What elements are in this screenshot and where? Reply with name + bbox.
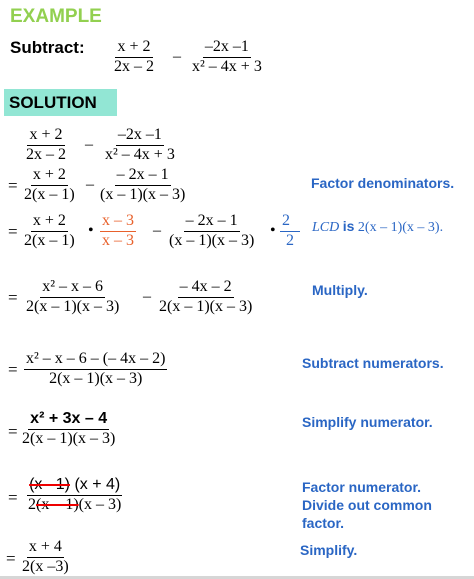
numerator: – 4x – 2 xyxy=(178,279,234,298)
denominator xyxy=(26,496,123,514)
minus-operator: – xyxy=(85,136,93,153)
note-subtract-numerators: Subtract numerators. xyxy=(302,355,444,371)
solution-label: SOLUTION xyxy=(9,93,97,112)
denominator: 2(x – 1)(x – 3) xyxy=(49,369,143,387)
cancelled-factor: (x –1) xyxy=(29,476,70,493)
numerator: – 2x – 1 xyxy=(115,167,171,186)
lcd-value: 2(x – 1)(x – 3). xyxy=(357,220,444,235)
step2-multiplier-fraction xyxy=(100,213,136,250)
step0-fraction-1 xyxy=(24,127,68,164)
equals-sign: = xyxy=(8,422,18,441)
multiply-dot: • xyxy=(88,222,94,239)
lcd-label: LCD xyxy=(312,220,340,235)
step3-fraction-1 xyxy=(24,279,121,316)
equals-sign: = xyxy=(8,360,18,379)
equals-sign: = xyxy=(8,222,18,241)
note-factor-denominators: Factor denominators. xyxy=(311,175,455,191)
problem-fraction-2 xyxy=(190,39,264,76)
note-simplify-numerator: Simplify numerator. xyxy=(302,414,433,430)
step1-fraction-1 xyxy=(22,167,77,204)
numerator: x + 4 xyxy=(27,539,64,558)
step2-fraction-1 xyxy=(22,213,77,250)
numerator: x² – x – 6 – (– 4x – 2) xyxy=(24,351,167,370)
multiply-dot: • xyxy=(270,222,276,239)
step3-fraction-2 xyxy=(157,279,254,316)
denominator: 2(x – 1) xyxy=(24,185,75,203)
denominator: 2x – 2 xyxy=(114,57,154,75)
numerator: – 2x – 1 xyxy=(184,213,240,232)
denominator: 2(x – 1) xyxy=(24,231,75,249)
denominator: (x – 1)(x – 3) xyxy=(169,231,255,249)
step0-fraction-2 xyxy=(103,127,177,164)
note-factor-divide xyxy=(302,478,432,532)
numerator: x² – x – 6 xyxy=(40,279,105,298)
minus-operator: – xyxy=(173,48,181,65)
step1-fraction-2 xyxy=(98,167,187,204)
numerator xyxy=(27,477,122,496)
denominator: 2x – 2 xyxy=(26,145,66,163)
denominator: 2(x –3) xyxy=(22,557,69,575)
numerator: x + 2 xyxy=(27,127,64,146)
step7-fraction xyxy=(20,539,71,576)
step2-fraction-2 xyxy=(167,213,256,250)
example-title: EXAMPLE xyxy=(10,6,102,27)
denominator: x² – 4x + 3 xyxy=(192,57,262,75)
step4-fraction xyxy=(24,351,167,388)
note-line: Divide out common xyxy=(302,497,432,513)
denominator: 2(x – 1)(x – 3) xyxy=(22,429,116,447)
remaining-factor: (x – 3) xyxy=(78,495,122,513)
note-line: Factor numerator. xyxy=(302,479,422,495)
step5-fraction xyxy=(20,411,117,448)
den-coefficient: 2 xyxy=(28,495,36,513)
lcd-is: is xyxy=(342,218,355,234)
denominator: x – 3 xyxy=(102,231,134,249)
denominator: (x – 1)(x – 3) xyxy=(100,185,186,203)
numerator: x + 2 xyxy=(115,39,152,58)
numerator: 2 xyxy=(280,213,300,232)
numerator: x² + 3x – 4 xyxy=(28,411,109,430)
lcd-note xyxy=(312,218,443,236)
numerator: –2x –1 xyxy=(203,39,251,58)
denominator: 2 xyxy=(286,231,294,249)
equals-sign: = xyxy=(8,288,18,307)
problem-fraction-1 xyxy=(112,39,156,76)
note-line: factor. xyxy=(302,515,345,531)
equals-sign: = xyxy=(6,549,16,568)
denominator: 2(x – 1)(x – 3) xyxy=(26,297,120,315)
numerator: x + 2 xyxy=(31,213,68,232)
note-multiply: Multiply. xyxy=(312,282,368,298)
problem-label: Subtract: xyxy=(10,38,85,57)
remaining-factor: (x + 4) xyxy=(74,476,121,493)
denominator: x² – 4x + 3 xyxy=(105,145,175,163)
numerator: x + 2 xyxy=(31,167,68,186)
denominator: 2(x – 1)(x – 3) xyxy=(159,297,253,315)
numerator: x – 3 xyxy=(100,213,136,232)
minus-operator: – xyxy=(153,222,161,239)
equals-sign: = xyxy=(8,176,18,195)
minus-operator: – xyxy=(143,288,151,305)
step2-lcd-fraction xyxy=(280,213,300,250)
minus-operator: – xyxy=(86,176,94,193)
note-simplify: Simplify. xyxy=(300,542,358,558)
equals-sign: = xyxy=(8,488,18,507)
step6-fraction xyxy=(26,477,123,514)
numerator: –2x –1 xyxy=(116,127,164,146)
cancelled-factor: (x – 1) xyxy=(36,495,79,513)
